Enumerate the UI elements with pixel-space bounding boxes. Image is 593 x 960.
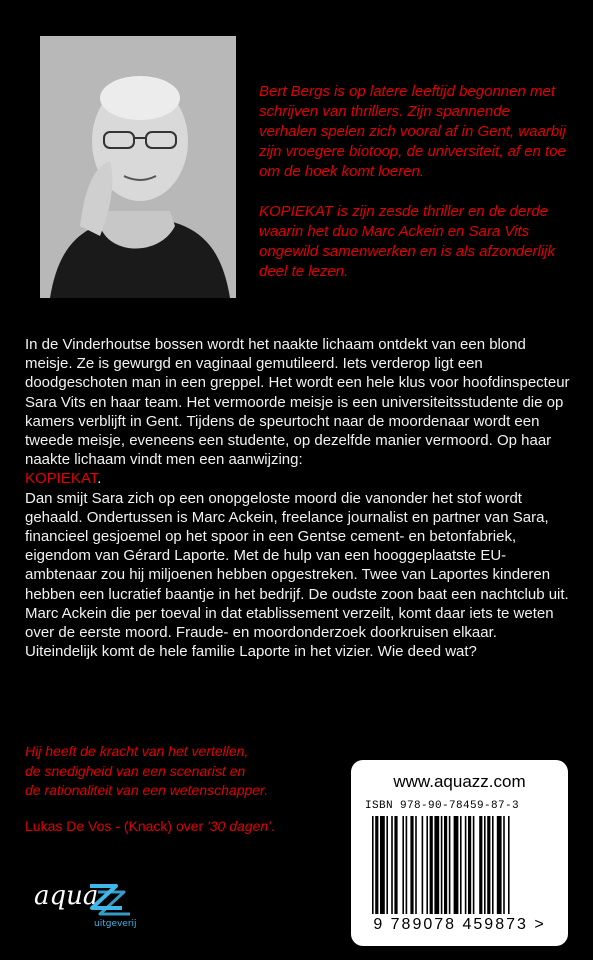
- description-text-1: In de Vinderhoutse bossen wordt het naakte lichaam ontdekt van een blond meisje. Ze is gewurgd en vaginaal gemutileerd. Iets verderop ligt een doodgeschoten man in een greppel. Het wordt een hele klus voor hoofdinspecteur Sara Vits en haar team. Het vermoorde meisje is een universiteitsstudente die op kamers verblijft in Gent. Tijdens de speurtocht naar de moordenaar wordt een tweede meisje, eveneens een studente, op dezelfde manier vermoord. Op haar naakte lichaam vindt men een aanwijzing:: [25, 336, 570, 469]
- publisher-logo: [32, 870, 142, 930]
- barcode-bar: [465, 816, 467, 914]
- barcode-bar: [422, 816, 424, 914]
- barcode-bar: [415, 816, 417, 914]
- barcode-bar: [402, 816, 404, 914]
- author-photo: [40, 36, 236, 298]
- barcode-bar: [372, 816, 374, 914]
- barcode-bar: [508, 816, 510, 914]
- barcode-bar: [484, 816, 486, 914]
- quote-line-1: Hij heeft de kracht van het vertellen,: [25, 743, 249, 759]
- bio-paragraph-1: Bert Bergs is op latere leeftijd begonnen met schrijven van thrillers. Zijn spannende verhalen spelen zich vooral af in Gent, waarbij zijn vroegere biotoop, de universiteit, af en toe om de hoek komt loeren.: [259, 83, 566, 180]
- quote-attribution: [25, 818, 355, 834]
- ean-number: 9 789078 459873 >: [373, 916, 546, 933]
- author-bio: [259, 82, 569, 302]
- barcode-bar: [454, 816, 459, 914]
- barcode-bar: [394, 816, 397, 914]
- publisher-website: www.aquazz.com: [393, 772, 526, 791]
- review-quote: [25, 742, 345, 801]
- logo-sub-text: uitgeverij: [94, 919, 137, 929]
- barcode-bar: [503, 816, 505, 914]
- barcode-bar: [375, 816, 378, 914]
- description-part-1: In de Vinderhoutse bossen wordt het naakte lichaam ontdekt van een blond meisje. Ze is gewurgd en vaginaal gemutileerd. Iets verderop ligt een doodgeschoten man in een greppel. Het wordt een hele klus voor hoofdinspecteur Sara Vits en haar team. Het vermoorde meisje is een universiteitsstudente die op kamers verblijft in Gent. Tijdens de speurtocht naar de moordenaar wordt een tweede meisje, eveneens een studente, op dezelfde manier vermoord. Op haar naakte lichaam vindt men een aanwijzing: KOPIEKAT.: [25, 336, 570, 488]
- barcode-bar: [468, 816, 471, 914]
- barcode-bar: [430, 816, 433, 914]
- barcode-bar: [460, 816, 462, 914]
- barcode-bar: [492, 816, 494, 914]
- barcode-bar: [479, 816, 482, 914]
- attribution-prefix: Lukas De Vos - (Knack) over: [25, 818, 208, 834]
- quote-line-2: de snedigheid van een scenarist en: [25, 762, 246, 779]
- barcode-bar: [380, 816, 385, 914]
- description-part-2: Dan smijt Sara zich op een onopgeloste moord die vanonder het stof wordt gehaald. Ondertussen is Marc Ackein, freelance journalist en partner van Sara, financieel gesjoemel op het spoor in een Gentse cement- en betonfabriek, eigendom van Gérard Laporte. Met de hulp van een hooggeplaatste EU-ambtenaar zou hij miljoenen hebben opgestreken. Twee van Laportes kinderen hebben een lucratief baantje in het bedrijf. De oudste zoon baat een nachtclub uit. Marc Ackein die per toeval in dat etablissement verzeilt, komt daar iets te weten over de eerste moord. Fraude- en moordonderzoek doorkruisen elkaar. Uiteindelijk komt de hele familie Laporte in het vizier. Wie deed wat?: [25, 489, 569, 661]
- barcode-bar: [386, 816, 388, 914]
- barcode-bar: [441, 816, 443, 914]
- barcode-bar: [487, 816, 490, 914]
- bio-paragraph-2: [259, 202, 569, 282]
- barcode-bars: [372, 816, 556, 914]
- barcode-bar: [406, 816, 408, 914]
- quote-line-3: de rationaliteit van een wetenschapper.: [25, 782, 269, 798]
- barcode-bar: [410, 816, 413, 914]
- attribution-suffix: .: [270, 818, 275, 834]
- barcode-bar: [497, 816, 502, 914]
- barcode-panel: [351, 760, 568, 946]
- barcode-bar: [391, 816, 393, 914]
- isbn-text: ISBN 978-90-78459-87-3: [365, 800, 520, 812]
- bio-paragraph-2-text: is zijn zesde thriller en de derde waarin het duo Marc Ackein en Sara Vits ongewild samenwerken en is als afzonderlijk deel te lezen.: [259, 203, 555, 280]
- barcode-bar: [426, 816, 428, 914]
- book-description: [25, 335, 570, 661]
- barcode-bar: [449, 816, 451, 914]
- description-highlight: KOPIEKAT: [25, 470, 98, 488]
- bio-book-title: KOPIEKAT: [259, 203, 333, 220]
- logo-main-text: aqua: [34, 881, 99, 911]
- barcode-bar: [434, 816, 439, 914]
- attribution-title: '30 dagen': [207, 818, 271, 834]
- barcode-bar: [473, 816, 475, 914]
- barcode-bar: [444, 816, 447, 914]
